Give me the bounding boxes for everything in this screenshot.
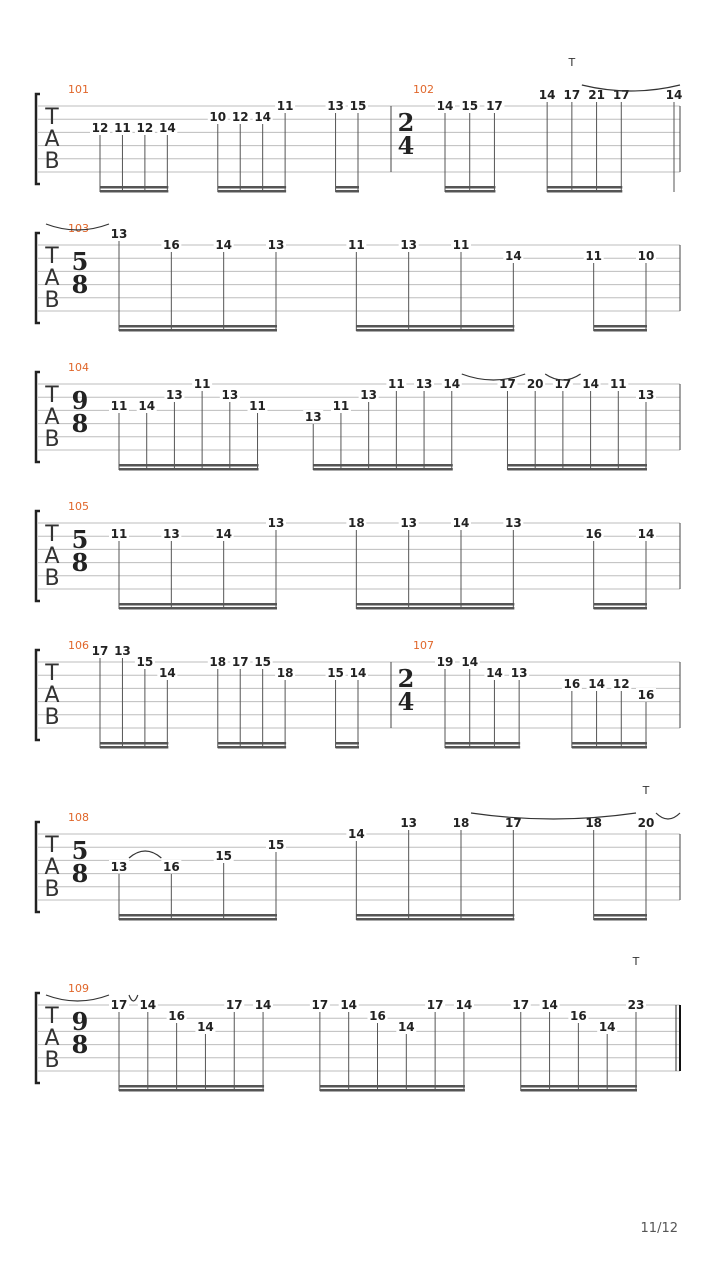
fret-number: 17 bbox=[499, 377, 516, 391]
tab-clef-letter: B bbox=[44, 705, 60, 730]
fret-number: 14 bbox=[138, 399, 156, 413]
beam bbox=[594, 918, 647, 921]
fret-number: 23 bbox=[627, 998, 645, 1012]
beam bbox=[594, 329, 647, 332]
beam bbox=[507, 464, 647, 467]
beam bbox=[119, 325, 277, 328]
beam bbox=[119, 468, 259, 471]
beam bbox=[119, 607, 277, 610]
time-signature-digit: 5 bbox=[71, 836, 89, 865]
tab-clef-letter: T bbox=[45, 1004, 59, 1029]
system-bracket bbox=[36, 94, 40, 184]
tie-curve bbox=[656, 813, 680, 819]
fret-number: 11 bbox=[585, 249, 603, 263]
fret-number: 16 bbox=[168, 1009, 185, 1023]
tab-system bbox=[36, 500, 680, 610]
fret-number: 17 bbox=[612, 88, 630, 102]
beam bbox=[356, 329, 514, 332]
beam bbox=[119, 914, 277, 917]
tab-clef-letter: A bbox=[44, 127, 60, 152]
fret-number: 17 bbox=[225, 998, 243, 1012]
fret-number: 14 bbox=[588, 677, 605, 691]
tap-marker: T bbox=[642, 784, 650, 797]
beam bbox=[320, 1085, 465, 1088]
system-bracket bbox=[36, 372, 40, 462]
fret-number: 10 bbox=[209, 110, 227, 124]
fret-number: 11 bbox=[332, 399, 350, 413]
fret-number: 13 bbox=[400, 516, 418, 530]
fret-number: 18 bbox=[347, 516, 365, 530]
time-signature-digit: 2 bbox=[397, 664, 415, 693]
beam bbox=[320, 1089, 465, 1092]
measure-number: 108 bbox=[68, 811, 89, 824]
fret-number: 17 bbox=[554, 377, 572, 391]
measure-number: 101 bbox=[68, 83, 89, 96]
fret-number: 17 bbox=[426, 998, 444, 1012]
tie-curve bbox=[471, 813, 636, 819]
tie-curve bbox=[129, 851, 161, 858]
measure-number: 105 bbox=[68, 500, 89, 513]
tab-clef-letter: B bbox=[44, 427, 60, 452]
fret-number: 14 bbox=[397, 1020, 415, 1034]
fret-number: 14 bbox=[637, 527, 655, 541]
beam bbox=[521, 1085, 637, 1088]
fret-number: 16 bbox=[563, 677, 581, 691]
time-signature-digit: 8 bbox=[71, 548, 89, 577]
fret-number: 16 bbox=[585, 527, 603, 541]
beam bbox=[218, 746, 286, 749]
fret-number: 21 bbox=[588, 88, 605, 102]
measure-number: 109 bbox=[68, 982, 89, 995]
fret-number: 13 bbox=[267, 238, 285, 252]
fret-number: 13 bbox=[304, 410, 322, 424]
fret-number: 13 bbox=[504, 516, 522, 530]
tab-clef-letter: B bbox=[44, 149, 60, 174]
fret-number: 19 bbox=[436, 655, 454, 669]
fret-number: 13 bbox=[221, 388, 239, 402]
fret-number: 14 bbox=[197, 1020, 214, 1034]
fret-number: 13 bbox=[400, 238, 418, 252]
fret-number: 14 bbox=[665, 88, 683, 102]
fret-number: 14 bbox=[347, 827, 365, 841]
measure-number: 106 bbox=[68, 639, 89, 652]
beam bbox=[445, 742, 520, 745]
fret-number: 14 bbox=[455, 998, 473, 1012]
fret-number: 13 bbox=[327, 99, 344, 113]
tab-clef-letter: B bbox=[44, 288, 60, 313]
fret-number: 14 bbox=[504, 249, 522, 263]
beam bbox=[356, 603, 514, 606]
measure-number: 104 bbox=[68, 361, 89, 374]
tie-curve bbox=[46, 995, 109, 1001]
time-signature-digit: 5 bbox=[71, 247, 89, 276]
fret-number: 13 bbox=[510, 666, 528, 680]
fret-number: 14 bbox=[215, 527, 233, 541]
fret-number: 17 bbox=[563, 88, 581, 102]
beam bbox=[218, 742, 286, 745]
measure-106 bbox=[68, 639, 368, 749]
system-bracket bbox=[36, 511, 40, 601]
tab-clef-letter: A bbox=[44, 855, 60, 880]
beam bbox=[356, 325, 514, 328]
fret-number: 15 bbox=[136, 655, 154, 669]
measure-101 bbox=[68, 83, 368, 193]
time-signature-digit: 8 bbox=[71, 1030, 89, 1059]
beam bbox=[445, 190, 495, 193]
fret-number: 11 bbox=[452, 238, 470, 252]
fret-number: 11 bbox=[114, 121, 131, 135]
tab-system bbox=[36, 639, 680, 749]
time-signature-digit: 2 bbox=[397, 108, 415, 137]
beam bbox=[356, 918, 514, 921]
fret-number: 12 bbox=[136, 121, 154, 135]
fret-number: 11 bbox=[110, 399, 128, 413]
beam bbox=[313, 464, 453, 467]
time-signature-digit: 8 bbox=[71, 409, 89, 438]
page-number: 11/12 bbox=[640, 1221, 678, 1236]
measure-number: 107 bbox=[413, 639, 434, 652]
fret-number: 13 bbox=[400, 816, 418, 830]
fret-number: 17 bbox=[504, 816, 522, 830]
fret-number: 13 bbox=[166, 388, 183, 402]
beam bbox=[100, 190, 168, 193]
fret-number: 11 bbox=[193, 377, 211, 391]
time-signature-digit: 9 bbox=[71, 386, 89, 415]
beam bbox=[218, 190, 286, 193]
system-bracket bbox=[36, 650, 40, 740]
tab-clef-letter: B bbox=[44, 1048, 60, 1073]
fret-number: 18 bbox=[452, 816, 470, 830]
beam bbox=[445, 746, 520, 749]
fret-number: 13 bbox=[267, 516, 285, 530]
measure-105 bbox=[68, 500, 656, 610]
fret-number: 15 bbox=[254, 655, 272, 669]
tab-clef-letter: T bbox=[45, 833, 59, 858]
beam bbox=[119, 918, 277, 921]
fret-number: 16 bbox=[637, 688, 655, 702]
fret-number: 14 bbox=[452, 516, 470, 530]
beam bbox=[594, 603, 647, 606]
fret-number: 14 bbox=[254, 110, 272, 124]
fret-number: 11 bbox=[110, 527, 128, 541]
system-bracket bbox=[36, 993, 40, 1083]
fret-number: 17 bbox=[91, 644, 109, 658]
tab-system bbox=[36, 955, 680, 1092]
tab-system bbox=[36, 222, 680, 332]
beam bbox=[356, 914, 514, 917]
fret-number: 18 bbox=[209, 655, 227, 669]
fret-number: 11 bbox=[347, 238, 365, 252]
fret-number: 14 bbox=[598, 1020, 616, 1034]
fret-number: 13 bbox=[360, 388, 377, 402]
fret-number: 14 bbox=[158, 121, 176, 135]
fret-number: 15 bbox=[215, 849, 233, 863]
fret-number: 13 bbox=[110, 860, 128, 874]
beam bbox=[521, 1089, 637, 1092]
measure-103 bbox=[46, 222, 656, 332]
fret-number: 18 bbox=[585, 816, 603, 830]
system-bracket bbox=[36, 233, 40, 323]
tab-clef-letter: T bbox=[45, 661, 59, 686]
beam bbox=[356, 607, 514, 610]
fret-number: 11 bbox=[388, 377, 405, 391]
tab-clef-letter: T bbox=[45, 522, 59, 547]
beam bbox=[119, 603, 277, 606]
tab-clef-letter: B bbox=[44, 566, 60, 591]
fret-number: 15 bbox=[327, 666, 344, 680]
beam bbox=[547, 186, 622, 189]
tab-clef-letter: A bbox=[44, 266, 60, 291]
beam bbox=[336, 186, 359, 189]
fret-number: 20 bbox=[637, 816, 655, 830]
beam bbox=[119, 464, 259, 467]
time-signature-digit: 4 bbox=[397, 687, 415, 716]
fret-number: 14 bbox=[461, 655, 479, 669]
fret-number: 12 bbox=[231, 110, 249, 124]
time-signature-digit: 9 bbox=[71, 1007, 89, 1036]
fret-number: 14 bbox=[254, 998, 272, 1012]
beam bbox=[445, 186, 495, 189]
beam bbox=[594, 325, 647, 328]
tab-clef-letter: T bbox=[45, 105, 59, 130]
fret-number: 12 bbox=[91, 121, 109, 135]
measure-104 bbox=[68, 361, 656, 471]
beam bbox=[100, 186, 168, 189]
tab-clef-letter: A bbox=[44, 683, 60, 708]
beam bbox=[594, 914, 647, 917]
beam bbox=[336, 190, 359, 193]
tie-curve bbox=[129, 995, 138, 1001]
fret-number: 12 bbox=[612, 677, 630, 691]
fret-number: 14 bbox=[349, 666, 367, 680]
tab-system bbox=[36, 784, 680, 921]
fret-number: 15 bbox=[267, 838, 285, 852]
fret-number: 13 bbox=[114, 644, 131, 658]
tab-system bbox=[36, 56, 684, 193]
fret-number: 14 bbox=[582, 377, 599, 391]
beam bbox=[218, 186, 286, 189]
system-bracket bbox=[36, 822, 40, 912]
time-signature-digit: 4 bbox=[397, 131, 415, 160]
measure-107 bbox=[391, 639, 656, 749]
beam bbox=[594, 607, 647, 610]
fret-number: 20 bbox=[526, 377, 544, 391]
beam bbox=[119, 329, 277, 332]
tap-marker: T bbox=[632, 955, 640, 968]
beam bbox=[100, 742, 168, 745]
fret-number: 11 bbox=[609, 377, 627, 391]
fret-number: 10 bbox=[637, 249, 655, 263]
tab-clef-letter: B bbox=[44, 877, 60, 902]
fret-number: 13 bbox=[162, 527, 180, 541]
fret-number: 17 bbox=[110, 998, 128, 1012]
fret-number: 17 bbox=[486, 99, 503, 113]
fret-number: 16 bbox=[162, 238, 180, 252]
fret-number: 14 bbox=[436, 99, 454, 113]
fret-number: 11 bbox=[249, 399, 266, 413]
fret-number: 15 bbox=[349, 99, 367, 113]
fret-number: 18 bbox=[276, 666, 294, 680]
measure-number: 103 bbox=[68, 222, 89, 235]
beam bbox=[119, 1089, 264, 1092]
beam bbox=[336, 742, 359, 745]
fret-number: 11 bbox=[276, 99, 294, 113]
fret-number: 14 bbox=[158, 666, 176, 680]
tab-clef-letter: A bbox=[44, 1026, 60, 1051]
tab-clef-letter: A bbox=[44, 544, 60, 569]
beam bbox=[313, 468, 453, 471]
fret-number: 16 bbox=[162, 860, 180, 874]
fret-number: 13 bbox=[637, 388, 655, 402]
fret-number: 13 bbox=[110, 227, 128, 241]
fret-number: 17 bbox=[311, 998, 329, 1012]
fret-number: 16 bbox=[369, 1009, 386, 1023]
fret-number: 17 bbox=[231, 655, 249, 669]
beam bbox=[572, 746, 647, 749]
tab-clef-letter: A bbox=[44, 405, 60, 430]
beam bbox=[119, 1085, 264, 1088]
beam bbox=[572, 742, 647, 745]
fret-number: 14 bbox=[538, 88, 556, 102]
tab-clef-letter: T bbox=[45, 244, 59, 269]
tab-system bbox=[36, 361, 680, 471]
fret-number: 14 bbox=[215, 238, 233, 252]
fret-number: 13 bbox=[415, 377, 433, 391]
time-signature-digit: 5 bbox=[71, 525, 89, 554]
fret-number: 14 bbox=[541, 998, 558, 1012]
beam bbox=[336, 746, 359, 749]
beam bbox=[100, 746, 168, 749]
time-signature-digit: 8 bbox=[71, 270, 89, 299]
fret-number: 14 bbox=[139, 998, 157, 1012]
fret-number: 14 bbox=[486, 666, 503, 680]
beam bbox=[507, 468, 647, 471]
fret-number: 14 bbox=[340, 998, 358, 1012]
tab-clef-letter: T bbox=[45, 383, 59, 408]
tap-marker: T bbox=[568, 56, 576, 69]
fret-number: 14 bbox=[443, 377, 461, 391]
fret-number: 16 bbox=[570, 1009, 587, 1023]
fret-number: 15 bbox=[461, 99, 479, 113]
beam bbox=[547, 190, 622, 193]
measure-number: 102 bbox=[413, 83, 434, 96]
time-signature-digit: 8 bbox=[71, 859, 89, 888]
fret-number: 17 bbox=[512, 998, 530, 1012]
